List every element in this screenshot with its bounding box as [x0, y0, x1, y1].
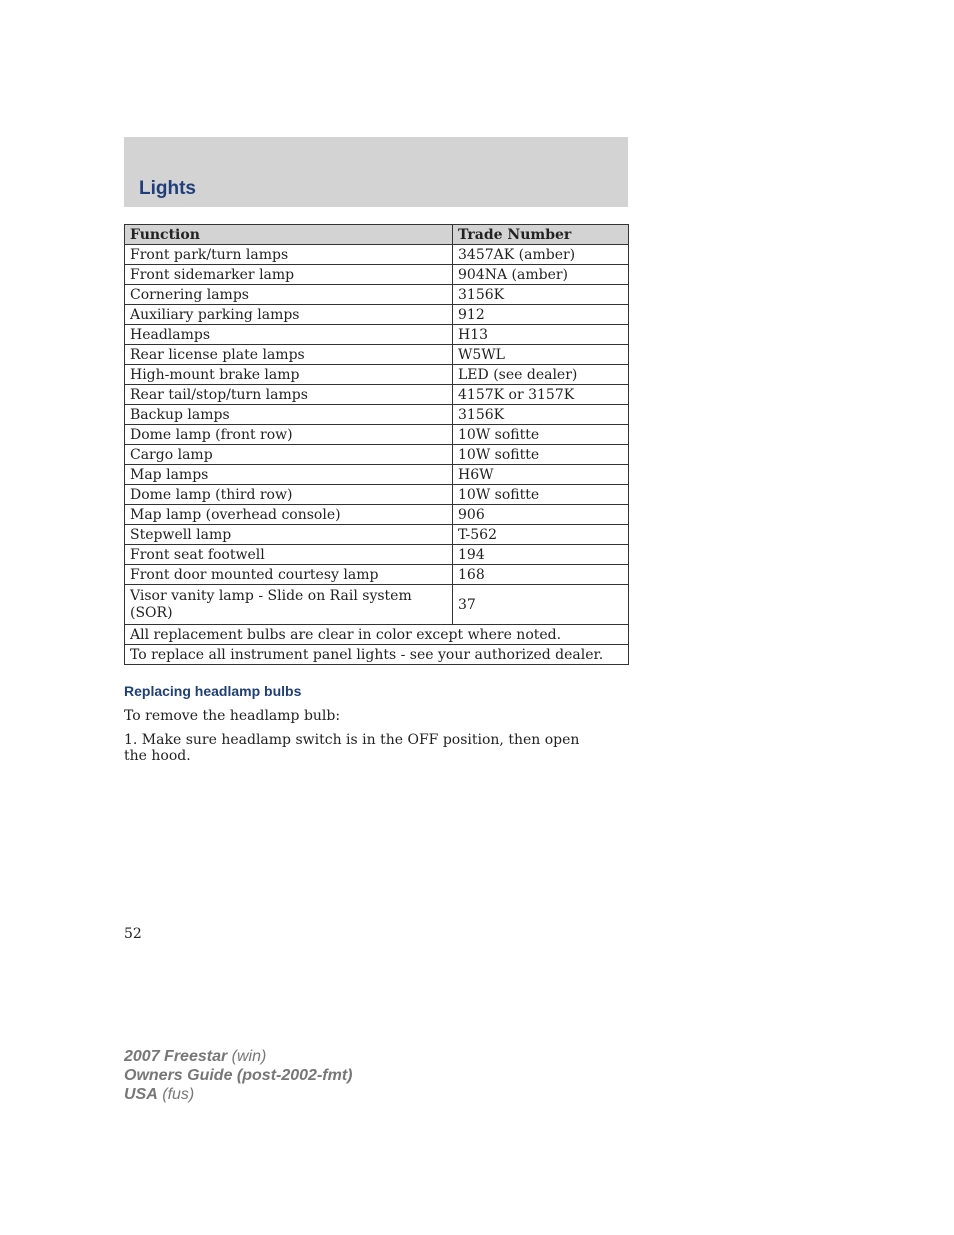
trade-number-cell: 3156K	[453, 405, 629, 425]
table-row	[125, 425, 629, 445]
trade-number-cell: 904NA (amber)	[453, 265, 629, 285]
trade-number-cell: 37	[453, 585, 629, 625]
function-cell: Rear license plate lamps	[125, 345, 453, 365]
function-cell: Front door mounted courtesy lamp	[125, 565, 453, 585]
table-row	[125, 405, 629, 425]
function-cell: Rear tail/stop/turn lamps	[125, 385, 453, 405]
trade-number-cell: 10W sofitte	[453, 425, 629, 445]
trade-number-cell: 3457AK (amber)	[453, 245, 629, 265]
footer-model: 2007 Freestar	[124, 1048, 228, 1065]
footer-line-model	[124, 1047, 352, 1066]
table-row	[125, 285, 629, 305]
table-note: To replace all instrument panel lights - see your authorized dealer.	[125, 645, 629, 665]
column-header-trade-number: Trade Number	[453, 225, 629, 245]
function-cell: Cargo lamp	[125, 445, 453, 465]
table-row	[125, 445, 629, 465]
table-row	[125, 245, 629, 265]
page-number: 52	[124, 926, 142, 942]
trade-number-cell: LED (see dealer)	[453, 365, 629, 385]
table-row	[125, 365, 629, 385]
function-cell: Front sidemarker lamp	[125, 265, 453, 285]
bulb-table	[124, 224, 629, 665]
function-cell: Dome lamp (third row)	[125, 485, 453, 505]
trade-number-cell: 194	[453, 545, 629, 565]
footer-model-code: (win)	[231, 1048, 267, 1065]
trade-number-cell: 3156K	[453, 285, 629, 305]
trade-number-cell: 168	[453, 565, 629, 585]
document-footer	[124, 1047, 352, 1104]
page-title: Lights	[139, 178, 196, 199]
footer-line-guide	[124, 1066, 352, 1085]
footer-guide: Owners Guide (post-2002-fmt)	[124, 1067, 353, 1084]
table-row	[125, 545, 629, 565]
function-cell: Front park/turn lamps	[125, 245, 453, 265]
function-cell: Dome lamp (front row)	[125, 425, 453, 445]
table-row	[125, 465, 629, 485]
footer-line-region	[124, 1085, 352, 1104]
function-cell: Map lamps	[125, 465, 453, 485]
trade-number-cell: T-562	[453, 525, 629, 545]
table-note-row	[125, 645, 629, 665]
table-row	[125, 265, 629, 285]
table-row	[125, 585, 629, 625]
section-heading: Replacing headlamp bulbs	[124, 683, 302, 699]
table-row	[125, 345, 629, 365]
trade-number-cell: 10W sofitte	[453, 445, 629, 465]
table-row	[125, 325, 629, 345]
trade-number-cell: 912	[453, 305, 629, 325]
table-row	[125, 385, 629, 405]
function-cell: Headlamps	[125, 325, 453, 345]
table-header-row	[125, 225, 629, 245]
trade-number-cell: W5WL	[453, 345, 629, 365]
table-note: All replacement bulbs are clear in color except where noted.	[125, 625, 629, 645]
function-cell: Cornering lamps	[125, 285, 453, 305]
table-row	[125, 485, 629, 505]
table-row	[125, 505, 629, 525]
step-paragraph: 1. Make sure headlamp switch is in the OFF position, then open the hood.	[124, 732, 580, 764]
table-row	[125, 525, 629, 545]
table-row	[125, 565, 629, 585]
section-header-band	[124, 137, 628, 207]
function-cell: Backup lamps	[125, 405, 453, 425]
column-header-function: Function	[125, 225, 453, 245]
intro-paragraph: To remove the headlamp bulb:	[124, 708, 341, 724]
trade-number-cell: 10W sofitte	[453, 485, 629, 505]
trade-number-cell: H6W	[453, 465, 629, 485]
function-cell: Map lamp (overhead console)	[125, 505, 453, 525]
trade-number-cell: H13	[453, 325, 629, 345]
trade-number-cell: 4157K or 3157K	[453, 385, 629, 405]
footer-region: USA	[124, 1086, 158, 1103]
footer-region-code: (fus)	[162, 1086, 195, 1103]
function-cell: Front seat footwell	[125, 545, 453, 565]
trade-number-cell: 906	[453, 505, 629, 525]
table-note-row	[125, 625, 629, 645]
table-row	[125, 305, 629, 325]
function-cell: Visor vanity lamp - Slide on Rail system (SOR)	[125, 585, 453, 625]
function-cell: High-mount brake lamp	[125, 365, 453, 385]
function-cell: Auxiliary parking lamps	[125, 305, 453, 325]
function-cell: Stepwell lamp	[125, 525, 453, 545]
